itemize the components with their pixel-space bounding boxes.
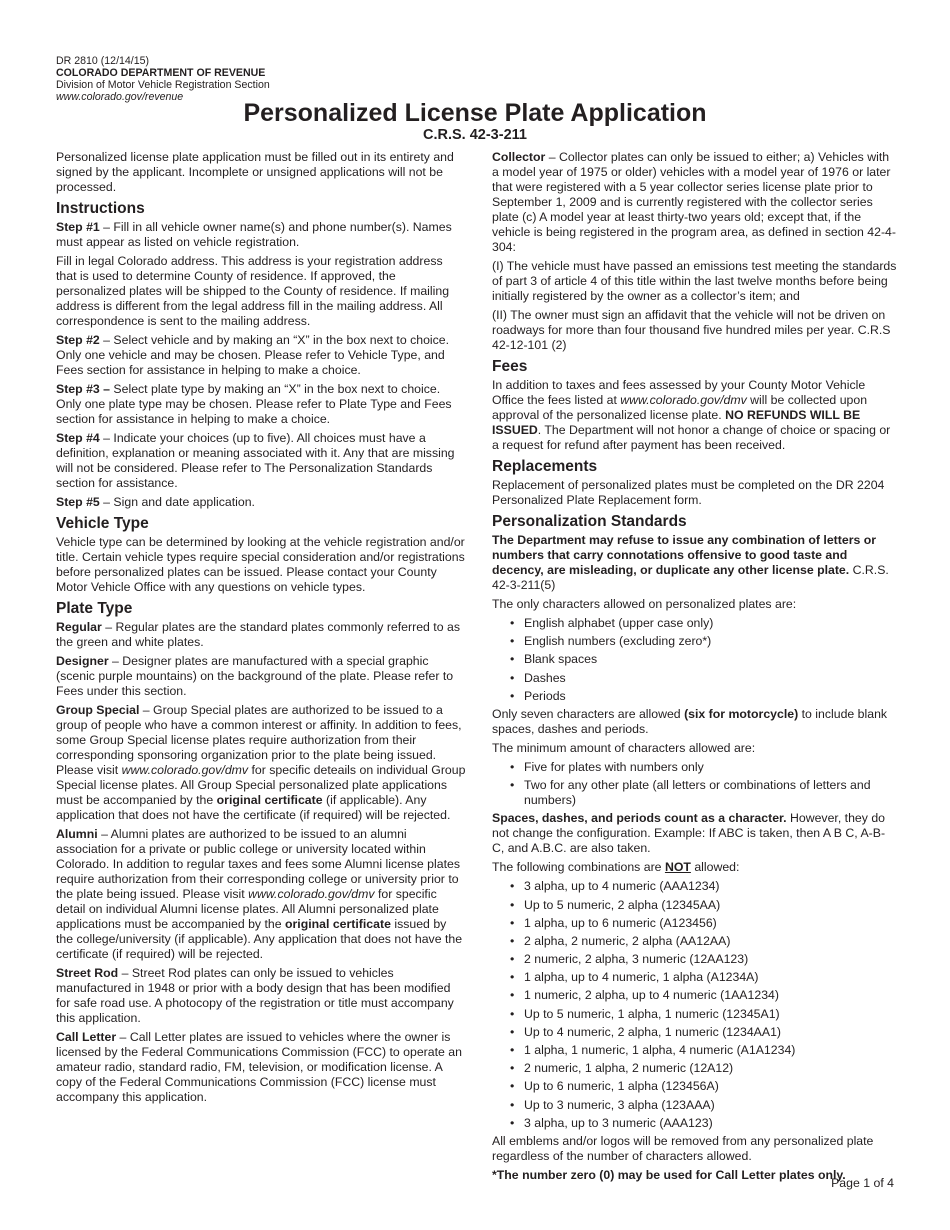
group-special-link: www.colorado.gov/dmv: [121, 763, 249, 777]
zero-footnote: *The number zero (0) may be used for Call Letter plates only.: [492, 1167, 846, 1182]
page-title: Personalized License Plate Application: [243, 99, 707, 127]
list-item: • Up to 4 numeric, 2 alpha, 1 numeric (1234AA1): [524, 1025, 897, 1040]
list-item: • 3 alpha, up to 3 numeric (AAA123): [524, 1116, 897, 1131]
list-item: • Up to 5 numeric, 1 alpha, 1 numeric (12345A1): [524, 1007, 897, 1022]
step-4: Step #4 – Indicate your choices (up to five). All choices must have a definition, explanation or meaning associated with it. Any that are missing will not be considered. Please refer to The Personalization Standards section for assistance.: [56, 431, 455, 490]
plate-type-call-letter: Call Letter – Call Letter plates are issued to vehicles where the owner is licensed by the Federal Communications Commission (FCC) to operate an amateur radio, standard radio, FM, television, or modification license. A copy of the Federal Communications Commission (FCC) license must accompany this application.: [56, 1030, 462, 1104]
list-item: • 3 alpha, up to 4 numeric (AAA1234): [524, 879, 897, 894]
list-item: • Up to 6 numeric, 1 alpha (123456A): [524, 1079, 897, 1094]
division-name: Division of Motor Vehicle Registration Section: [56, 79, 270, 91]
combinations-intro: The following combinations are NOT allowed:: [492, 860, 740, 875]
spaces-rule: Spaces, dashes, and periods count as a character. However, they do not change the configuration. Example: If ABC is taken, then A B C, A-B-C, and A.B.C. are also taken.: [492, 811, 886, 856]
alumni-link: www.colorado.gov/dmv: [248, 887, 375, 901]
step-5: Step #5 – Sign and date application.: [56, 495, 255, 509]
vehicle-type-text: Vehicle type can be determined by looking at the vehicle registration and/or title. Certain vehicle types require special consideration and/or registrations before personalized plates can be issued. Please contact your County Motor Vehicle Office with any questions on vehicle types.: [56, 535, 465, 594]
disallowed-combinations-list: [492, 879, 897, 1130]
list-item: • 1 numeric, 2 alpha, up to 4 numeric (1AA1234): [524, 988, 897, 1003]
character-count-rule: Only seven characters are allowed (six for motorcycle) to include blank spaces, dashes and periods.: [492, 706, 888, 736]
step-2: Step #2 – Select vehicle and by making an “X” in the box next to choice. Only one vehicle and may be chosen. Please refer to Vehicle Type, and Fees section for assistance in helping to make a choice.: [56, 333, 450, 377]
collector-condition-1: (I) The vehicle must have passed an emissions test meeting the standards of part 3 of article 4 of this title within the last twelve months before being initially registered by the owner as a collector’s item; and: [492, 259, 897, 303]
collector-condition-2: (II) The owner must sign an affidavit that the vehicle will not be driven on roadways for more than four thousand five hundred miles per year. C.R.S 42-12-101 (2): [492, 308, 891, 352]
list-item: • 2 numeric, 2 alpha, 3 numeric (12AA123): [524, 952, 897, 967]
page-number: Page 1 of 4: [831, 1176, 894, 1190]
list-item: • 1 alpha, up to 6 numeric (A123456): [524, 916, 897, 931]
emblems-note: All emblems and/or logos will be removed from any personalized plate regardless of the number of characters allowed.: [492, 1133, 874, 1163]
allowed-characters-list: [492, 616, 897, 704]
list-item: • Dashes: [524, 671, 897, 686]
list-item: • Periods: [524, 689, 897, 704]
instructions-heading: Instructions: [56, 200, 145, 217]
replacements-text: Replacement of personalized plates must be completed on the DR 2204 Personalized Plate Replacement form.: [492, 478, 885, 507]
list-item: • English alphabet (upper case only): [524, 616, 897, 631]
list-item: • 1 alpha, 1 numeric, 1 alpha, 4 numeric (A1A1234): [524, 1043, 897, 1058]
minimum-characters-list: [492, 760, 897, 808]
plate-type-collector: Collector – Collector plates can only be issued to either; a) Vehicles with a model year of 1975 or older) vehicles with a model year of 1976 or later that were registered with a 5 year collector series license plate prior to September 1, 2009 and is currently registered with the collector series plate (c) A model year at least thirty-two years old; except that, if the vehicle is being registered in the program area, as defined in section 42-4-304:: [492, 150, 896, 254]
plate-type-alumni: Alumni – Alumni plates are authorized to be issued to an alumni association for a private or public college or university located within Colorado. In addition to regular taxes and fees some Alumni license plates require authorization from their corresponding college or university prior to the plate being issued. Please visit www.colorado.gov/dmv for specific detail on individual Alumni license plates. All Alumni personalized plate applications must be accompanied by the original certificate issued by the college/university (if applicable). Any application that does not have the certificate (if required) will be rejected.: [56, 827, 463, 961]
replacements-heading: Replacements: [492, 458, 598, 475]
allowed-characters-intro: The only characters allowed on personalized plates are:: [492, 597, 797, 611]
list-item: • Two for any other plate (all letters or combinations of letters and numbers): [524, 778, 897, 808]
list-item: • 1 alpha, up to 4 numeric, 1 alpha (A1234A): [524, 970, 897, 985]
form-id: DR 2810 (12/14/15): [56, 55, 150, 67]
page-subtitle: C.R.S. 42-3-211: [423, 127, 527, 143]
list-item: • 2 numeric, 1 alpha, 2 numeric (12A12): [524, 1061, 897, 1076]
list-item: • English numbers (excluding zero*): [524, 634, 897, 649]
department-website: www.colorado.gov/revenue: [56, 91, 184, 103]
step-3: Step #3 – Select plate type by making an “X” in the box next to choice. Only one plate type may be chosen. Please refer to Plate Type and Fees section for assistance in helping to make a choice.: [56, 382, 452, 426]
department-name: COLORADO DEPARTMENT OF REVENUE: [56, 67, 266, 79]
form-header: [56, 55, 270, 103]
list-item: • Five for plates with numbers only: [524, 760, 897, 775]
plate-type-street-rod: Street Rod – Street Rod plates can only be issued to vehicles manufactured in 1948 or prior with a body design that has been modified for safe road use. A photocopy of the registration or title must accompany this application.: [56, 966, 454, 1025]
fees-heading: Fees: [492, 358, 528, 375]
step-1-address-note: Fill in legal Colorado address. This address is your registration address that is used to determine County of residence. If approved, the personalized plates will be shipped to the County of residence. If mailing address is different from the legal address fill in the mailing address. All correspondence is sent to the mailing address.: [56, 254, 450, 328]
right-column: [492, 150, 897, 1187]
intro-paragraph: Personalized license plate application must be filled out in its entirety and signed by the applicant. Incomplete or unsigned applications will not be processed.: [56, 150, 454, 194]
left-column: [56, 150, 466, 1109]
plate-type-regular: Regular – Regular plates are the standard plates commonly referred to as the green and white plates.: [56, 620, 460, 649]
minimum-characters-intro: The minimum amount of characters allowed are:: [492, 740, 756, 755]
list-item: • Up to 5 numeric, 2 alpha (12345AA): [524, 898, 897, 913]
fees-text: In addition to taxes and fees assessed by your County Motor Vehicle Office the fees listed at www.colorado.gov/dmv will be collected upon approval of the personalized license plate. NO REFUNDS WILL BE ISSUED. The Department will not honor a change of choice or spacing or a request for refund after payment has been received.: [492, 378, 891, 452]
step-1: Step #1 – Fill in all vehicle owner name(s) and phone number(s). Names must appear as listed on vehicle registration.: [56, 220, 452, 249]
fees-link: www.colorado.gov/dmv: [620, 393, 747, 407]
plate-type-heading: Plate Type: [56, 600, 133, 617]
list-item: • 2 alpha, 2 numeric, 2 alpha (AA12AA): [524, 934, 897, 949]
list-item: • Up to 3 numeric, 3 alpha (123AAA): [524, 1098, 897, 1113]
plate-type-designer: Designer – Designer plates are manufactured with a special graphic (scenic purple mountains) on the background of the plate. Please refer to Fees under this section.: [56, 654, 454, 698]
list-item: • Blank spaces: [524, 652, 897, 667]
standards-intro: The Department may refuse to issue any combination of letters or numbers that carry connotations offensive to good taste and decency, are misleading, or duplicate any other license plate. C.R.S. 42-3-211(5): [492, 533, 889, 592]
vehicle-type-heading: Vehicle Type: [56, 515, 149, 532]
standards-heading: Personalization Standards: [492, 513, 687, 530]
plate-type-group-special: Group Special – Group Special plates are authorized to be issued to a group of people who have a common interest or affinity. In addition to fees, some Group Special license plates require authorization from their corresponding sponsoring organization prior to the plate being issued. Please visit www.colorado.gov/dmv for specific deteails on individual Group Special license plates. All Group Special personalized plate applications must be accompanied by the original certificate (if applicable). Any application that does not have the certificate (if required) will be rejected.: [56, 703, 466, 822]
